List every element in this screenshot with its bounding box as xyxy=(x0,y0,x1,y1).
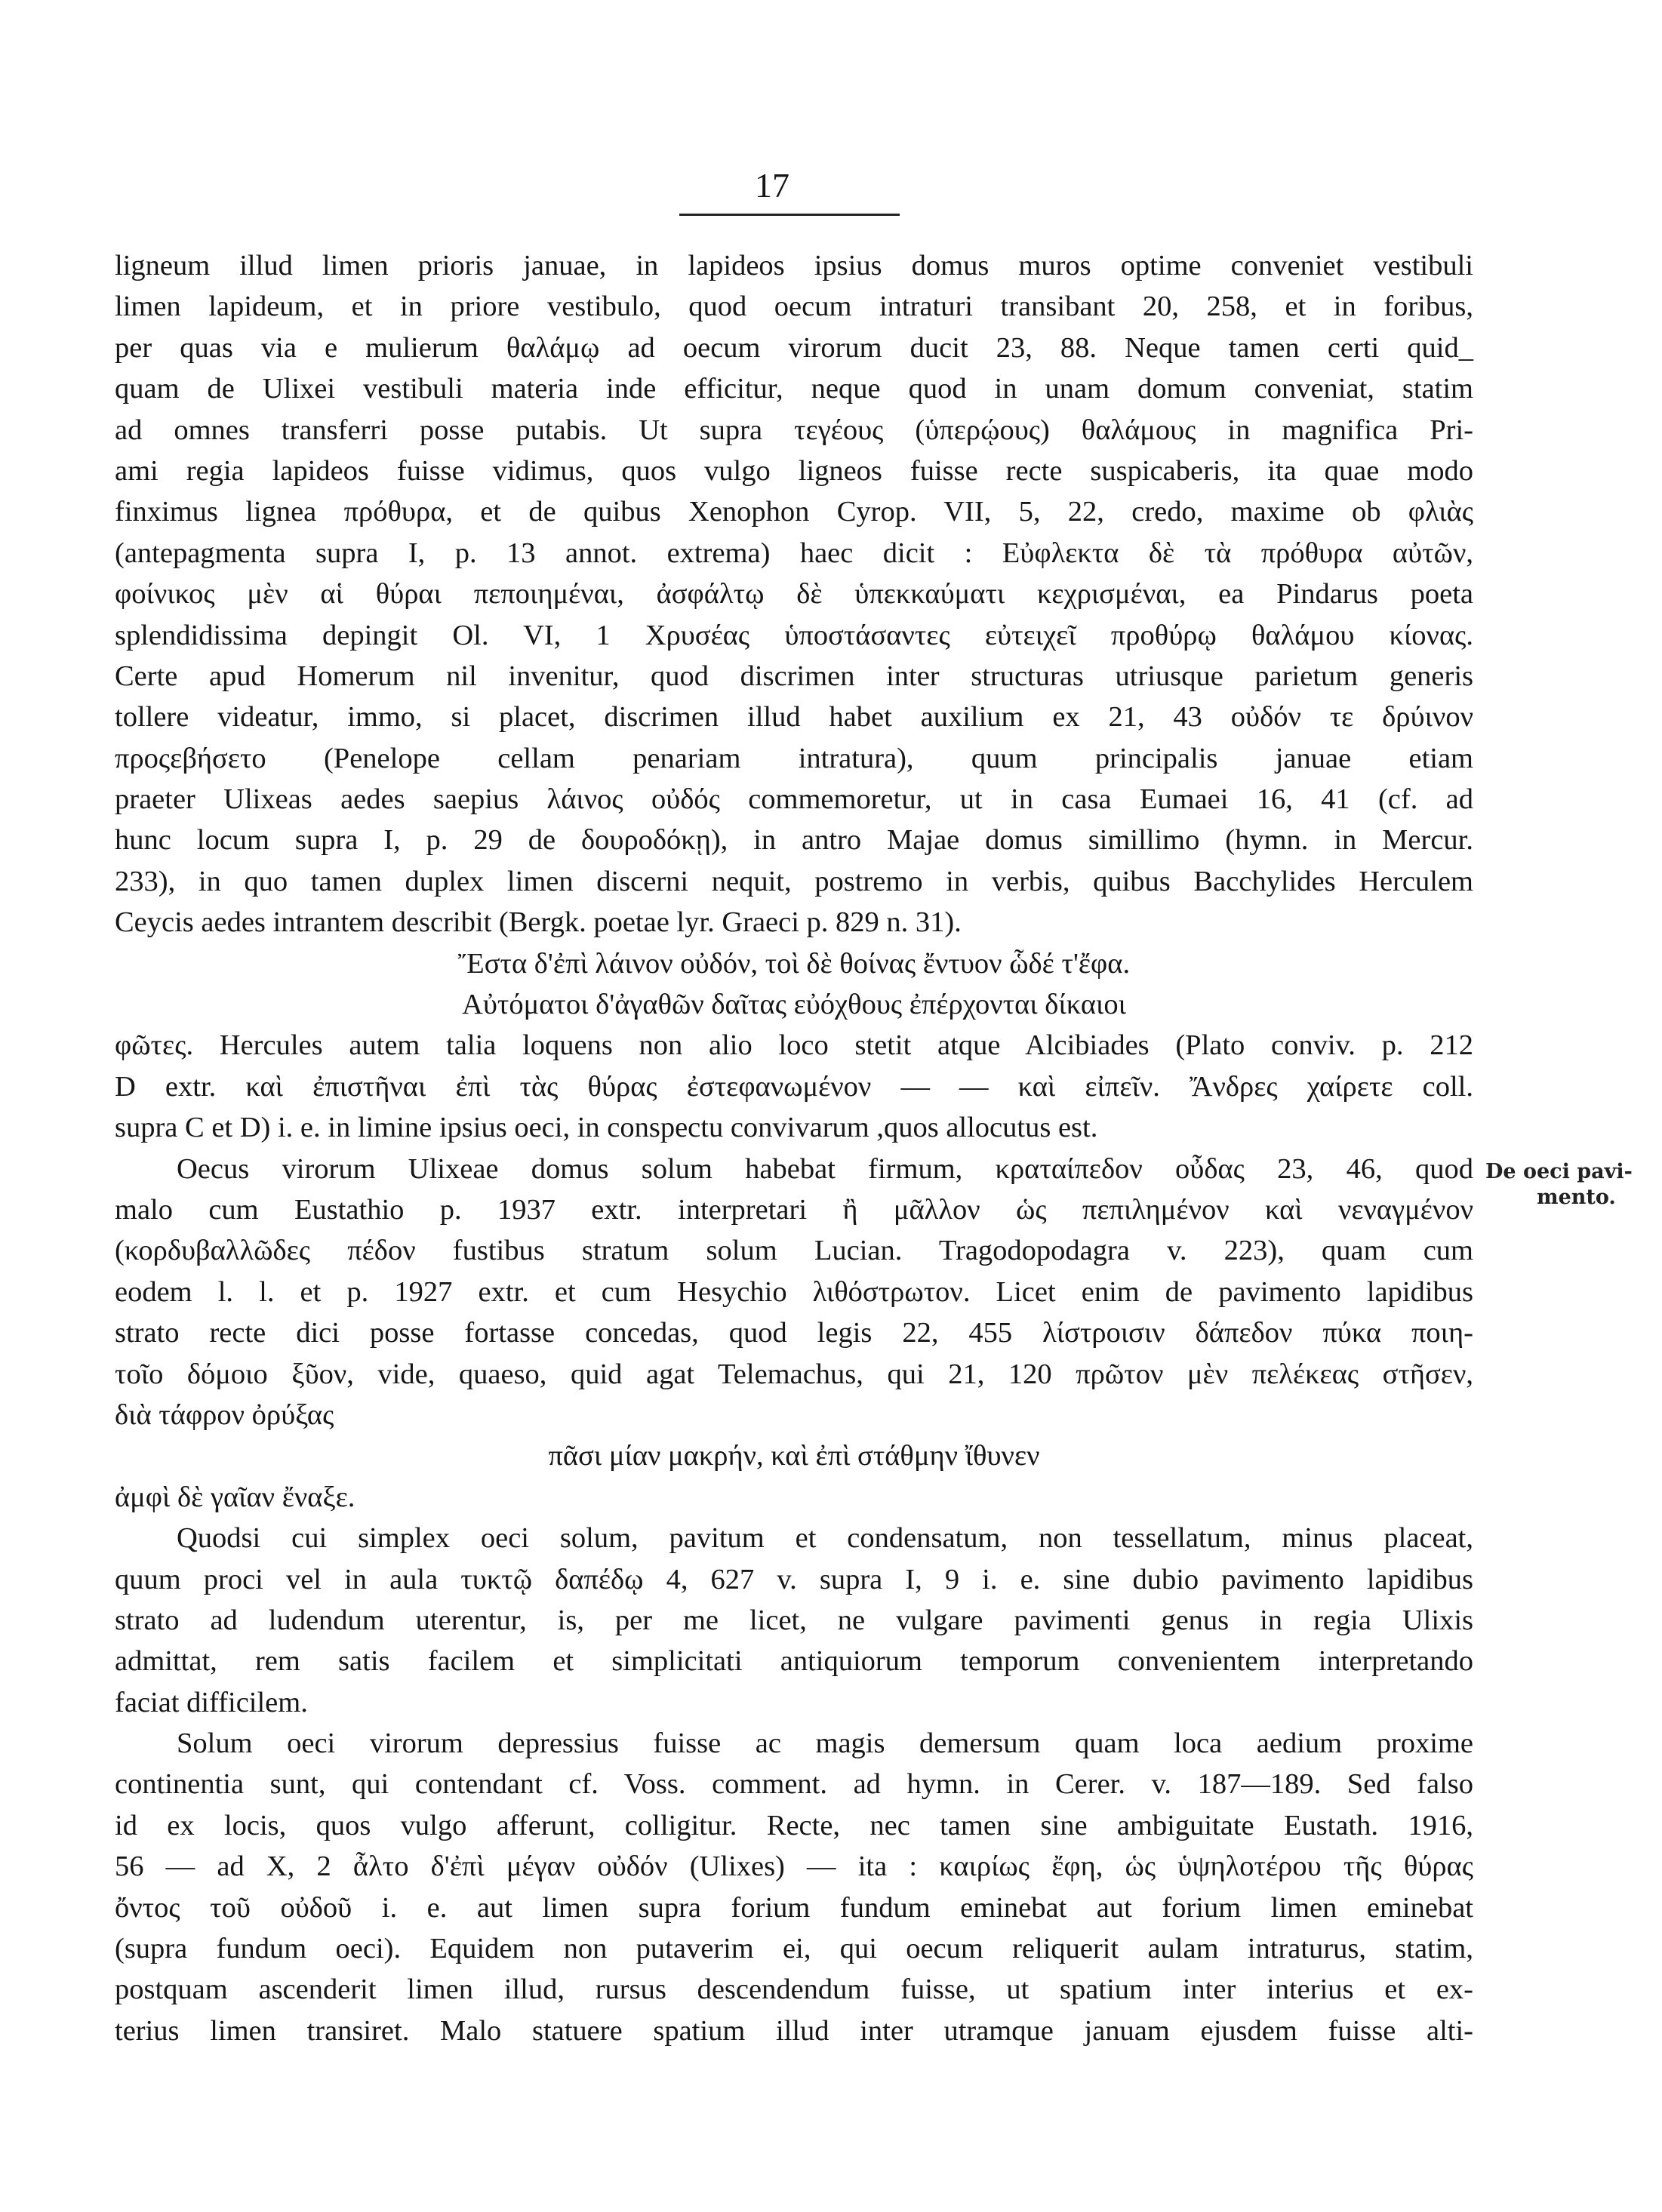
text-line: ligneum illud limen prioris januae, in lapideos ipsius domus muros optime conveniet vestibuli xyxy=(115,250,1473,281)
text-line: ami regia lapideos fuisse vidimus, quos vulgo ligneos fuisse recte suspicaberis, ita quae modo xyxy=(115,454,1473,487)
text-line: προςεβήσετο (Penelope cellam penariam intratura), quum principalis januae etiam xyxy=(115,742,1473,774)
text-line: Certe apud Homerum nil invenitur, quod discrimen inter structuras utriusque parietum generis xyxy=(115,660,1473,692)
text-line: 233), in quo tamen duplex limen discerni nequit, postremo in verbis, quibus Bacchylides Herculem xyxy=(115,865,1473,897)
text-line: per quas via e mulierum θαλάμῳ ad oecum virorum ducit 23, 88. Neque tamen certi quid_ xyxy=(115,331,1473,364)
text-line: 56 — ad X, 2 ἆλτο δ'ἐπὶ μέγαν οὐδόν (Ulixes) — ita : καιρίως ἔφη, ὡς ὑψηλοτέρου τῆς θύρας xyxy=(115,1851,1473,1883)
text-line: strato ad ludendum uterentur, is, per me licet, ne vulgare pavimenti genus in regia Ulixis xyxy=(115,1604,1473,1636)
text-line: strato recte dici posse fortasse concedas, quod legis 22, 455 λίστροισιν δάπεδον πύκα ποιη- xyxy=(115,1317,1473,1349)
margin-note xyxy=(1485,1159,1662,1211)
text-line: (κορδυβαλλῶδες πέδον fustibus stratum solum Lucian. Tragodopodagra v. 223), quam cum xyxy=(115,1235,1473,1267)
verse-line: Ἔστα δ'ἐπὶ λάινον οὐδόν, τοὶ δὲ θοίνας ἔντυον ὧδέ τ'ἔφα. xyxy=(457,947,1131,980)
text-line: ὄντος τοῦ οὐδοῦ i. e. aut limen supra forium fundum eminebat aut forium limen eminebat xyxy=(115,1891,1473,1924)
text-line: ἀμφὶ δὲ γαῖαν ἔναξε. xyxy=(115,1481,355,1513)
text-line: finximus lignea πρόθυρα, et de quibus Xenophon Cyrop. VII, 5, 22, credo, maxime ob φλιὰς xyxy=(115,496,1473,528)
text-line: praeter Ulixeas aedes saepius λάινος οὐδός commemoretur, ut in casa Eumaei 16, 41 (cf. ad xyxy=(115,783,1473,816)
text-line: admittat, rem satis facilem et simplicitati antiquiorum temporum convenientem interpretando xyxy=(115,1645,1473,1678)
text-line: φῶτες. Hercules autem talia loquens non alio loco stetit atque Alcibiades (Plato conviv. p. 212 xyxy=(115,1029,1473,1062)
text-line: limen lapideum, et in priore vestibulo, quod oecum intraturi transibant 20, 258, et in foribus, xyxy=(115,291,1473,323)
page-number: 17 xyxy=(755,166,789,205)
text-line: continentia sunt, qui contendant cf. Voss. comment. ad hymn. in Cerer. v. 187—189. Sed falso xyxy=(115,1768,1473,1801)
text-line: terius limen transiret. Malo statuere spatium illud inter utramque januam ejusdem fuisse alti- xyxy=(115,2014,1473,2047)
text-line: τοῖο δόμοιο ξῦον, vide, quaeso, quid agat Telemachus, qui 21, 120 πρῶτον μὲν πελέκεας στῆσεν, xyxy=(115,1358,1473,1390)
verse-line: Αὐτόματοι δ'ἀγαθῶν δαῖτας εὐόχθους ἐπέρχονται δίκαιοι xyxy=(462,989,1126,1021)
text-line: D extr. καὶ ἐπιστῆναι ἐπὶ τὰς θύρας ἐστεφανωμένον — — καὶ εἰπεῖν. Ἄνδρες χαίρετε coll. xyxy=(115,1070,1473,1103)
text-line: φοίνικος μὲν αἱ θύραι πεποιημέναι, ἀσφάλτῳ δὲ ὑπεκκαύματι κεχρισμέναι, ea Pindarus poeta xyxy=(115,578,1473,611)
text-line: quam de Ulixei vestibuli materia inde efficitur, neque quod in unam domum conveniat, statim xyxy=(115,373,1473,405)
text-line: quum proci vel in aula τυκτῷ δαπέδῳ 4, 627 v. supra I, 9 i. e. sine dubio pavimento lapidibus xyxy=(115,1563,1473,1595)
text-line: malo cum Eustathio p. 1937 extr. interpretari ἢ μᾶλλον ὡς πεπιλημένον καὶ νεναγμένον xyxy=(115,1193,1473,1226)
text-line: Oecus virorum Ulixeae domus solum habebat firmum, κραταίπεδον οὖδας 23, 46, quod xyxy=(177,1152,1473,1185)
text-line: Solum oeci virorum depressius fuisse ac magis demersum quam loca aedium proxime xyxy=(177,1727,1473,1760)
text-line: Ceycis aedes intrantem describit (Bergk. poetae lyr. Graeci p. 829 n. 31). xyxy=(115,906,962,939)
text-line: (supra fundum oeci). Equidem non putaverim ei, qui oecum reliquerit aulam intraturus, statim, xyxy=(115,1933,1473,1965)
margin-note-line: De oeci pavi- xyxy=(1485,1160,1633,1183)
text-line: Quodsi cui simplex oeci solum, pavitum et condensatum, non tessellatum, minus placeat, xyxy=(177,1522,1473,1555)
text-line: hunc locum supra I, p. 29 de δουροδόκῃ), in antro Majae domus simillimo (hymn. in Mercur. xyxy=(115,824,1473,857)
header-rule xyxy=(679,214,900,216)
text-line: supra C et D) i. e. in limine ipsius oeci, in conspectu convivarum ,quos allocutus est. xyxy=(115,1112,1098,1144)
text-line: (antepagmenta supra I, p. 13 annot. extrema) haec dicit : Εὐφλεκτα δὲ τὰ πρόθυρα αὐτῶν, xyxy=(115,537,1473,569)
text-line: eodem l. l. et p. 1927 extr. et cum Hesychio λιθόστρωτον. Licet enim de pavimento lapidibus xyxy=(115,1275,1473,1308)
text-line: tollere videatur, immo, si placet, discrimen illud habet auxilium ex 21, 43 οὐδόν τε δρύινον xyxy=(115,701,1473,734)
text-body xyxy=(115,245,1473,2051)
text-line: postquam ascenderit limen illud, rursus descendendum fuisse, ut spatium inter interius et ex- xyxy=(115,1974,1473,2006)
text-line: faciat difficilem. xyxy=(115,1686,308,1718)
text-line: id ex locis, quos vulgo afferunt, colligitur. Recte, nec tamen sine ambiguitate Eustath. 1916, xyxy=(115,1809,1473,1841)
margin-note-line: mento. xyxy=(1537,1186,1616,1209)
text-line: διὰ τάφρον ὀρύξας xyxy=(115,1398,334,1431)
text-line: ad omnes transferri posse putabis. Ut supra τεγέους (ὑπερῴους) θαλάμους in magnifica Pri- xyxy=(115,414,1473,446)
text-line: splendidissima depingit Ol. VI, 1 Χρυσέας ὑποστάσαντες εὐτειχεῖ προθύρῳ θαλάμου κίονας. xyxy=(115,619,1473,651)
verse-line: πᾶσι μίαν μακρήν, καὶ ἐπὶ στάθμην ἴθυνεν xyxy=(548,1440,1040,1472)
